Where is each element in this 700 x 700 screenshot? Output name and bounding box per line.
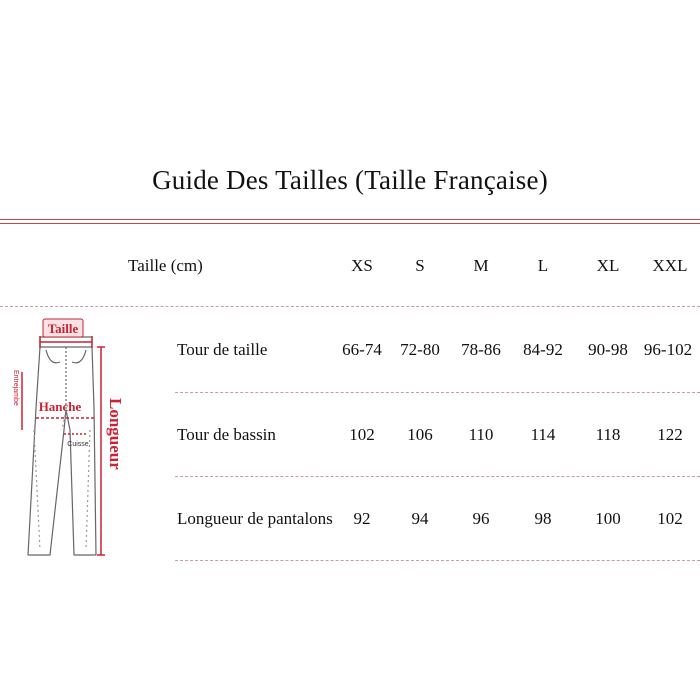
row-divider — [175, 392, 700, 393]
pants-diagram-icon — [0, 310, 135, 560]
table-cell: 114 — [530, 425, 556, 444]
table-cell: 66-74 — [342, 340, 382, 359]
svg-text:Taille: Taille — [47, 321, 79, 336]
svg-text:Cuisse: Cuisse — [67, 441, 89, 448]
size-header-m: M — [473, 256, 489, 275]
svg-text:Longueur: Longueur — [106, 398, 125, 470]
table-cell: 102 — [349, 425, 375, 444]
svg-text:Entrejambe: Entrejambe — [12, 370, 19, 406]
svg-text:Hanche: Hanche — [38, 399, 82, 414]
table-cell: 98 — [534, 509, 552, 528]
table-cell: 94 — [411, 509, 429, 528]
table-cell: 92 — [353, 509, 371, 528]
title-divider-top — [0, 219, 700, 220]
row-label-length: Longueur de pantalons — [177, 509, 333, 528]
row-divider — [175, 476, 700, 477]
table-cell: 78-86 — [461, 340, 501, 359]
table-cell: 100 — [595, 509, 621, 528]
size-header-xxl: XXL — [652, 256, 688, 275]
size-header-s: S — [415, 256, 425, 275]
table-cell: 96 — [472, 509, 490, 528]
row-label-waist: Tour de taille — [177, 340, 268, 359]
table-cell: 84-92 — [523, 340, 563, 359]
table-cell: 118 — [595, 425, 621, 444]
row-label-hip: Tour de bassin — [177, 425, 276, 444]
size-header-l: L — [537, 256, 549, 275]
title-divider-bottom — [0, 223, 700, 224]
size-header-xl: XL — [596, 256, 620, 275]
header-divider — [0, 306, 700, 307]
row-divider — [175, 560, 700, 561]
size-header-label: Taille (cm) — [128, 256, 203, 275]
size-header-xs: XS — [351, 256, 373, 275]
page-title: Guide Des Tailles (Taille Française) — [152, 165, 548, 195]
table-cell: 96-102 — [643, 340, 693, 359]
table-cell: 72-80 — [400, 340, 440, 359]
table-cell: 110 — [468, 425, 494, 444]
table-cell: 90-98 — [588, 340, 628, 359]
table-cell: 106 — [407, 425, 433, 444]
table-cell: 122 — [657, 425, 683, 444]
table-cell: 102 — [657, 509, 683, 528]
